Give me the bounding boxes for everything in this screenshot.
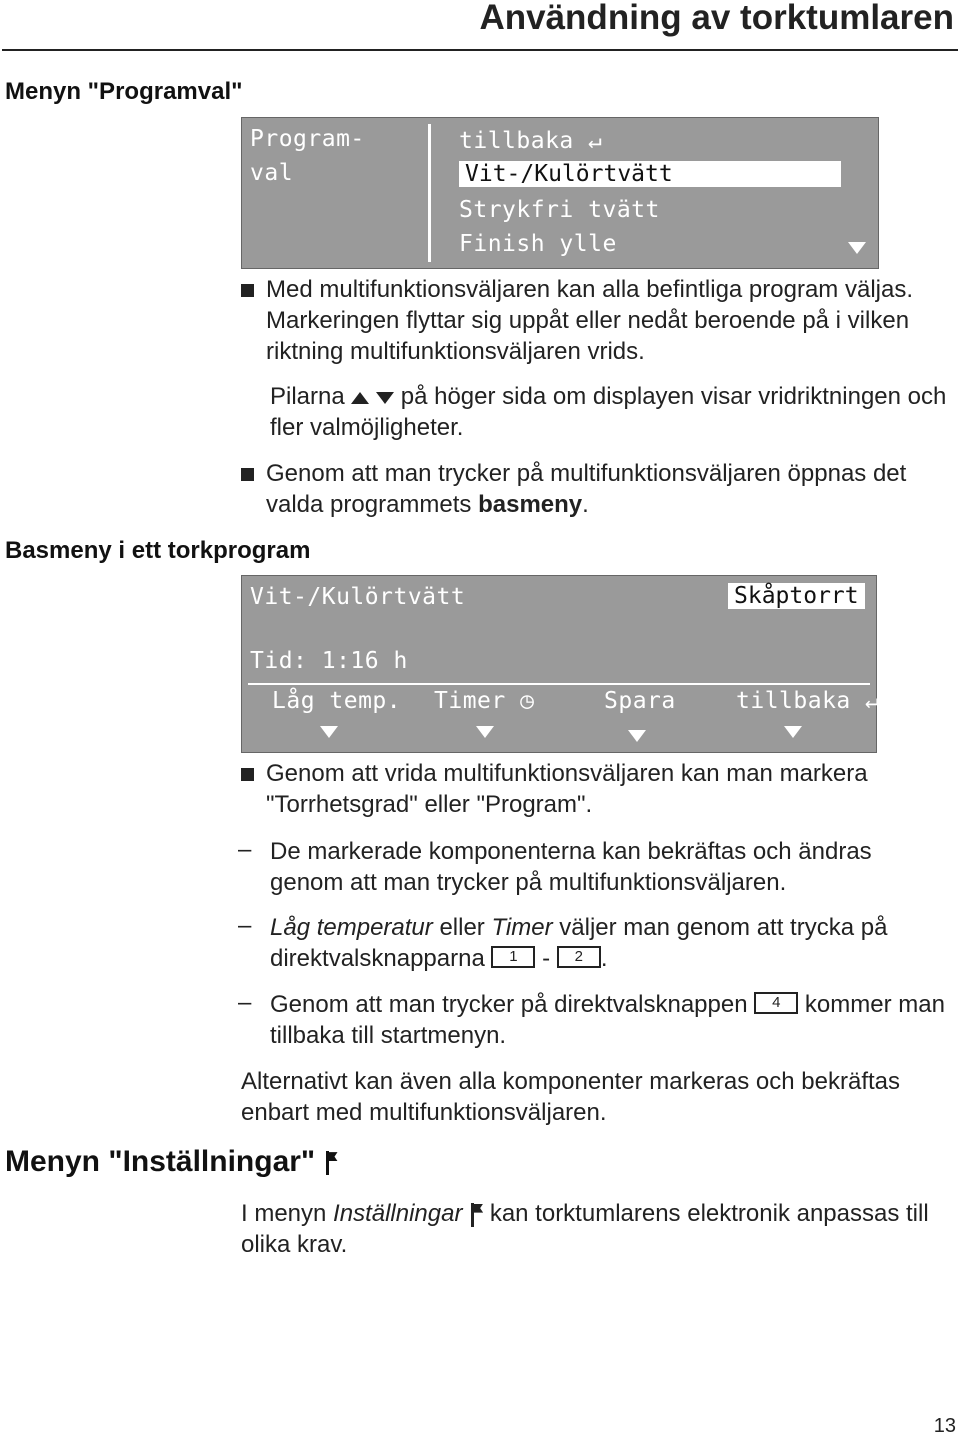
bullet-square-icon (241, 284, 254, 297)
bullet2-pre: Genom att man trycker på multifunktionsväljaren öppnas det valda programmets (266, 460, 907, 518)
display-label-line1: Program- (250, 126, 365, 152)
key-2-icon: 2 (557, 946, 601, 968)
display-option-lagtemp: Låg temp. (272, 688, 402, 714)
dash2-italic1: Låg temperatur (270, 914, 433, 941)
return-arrow-icon: ↵ (865, 688, 880, 714)
display-option-timer-label: Timer (434, 688, 506, 714)
arrow-up-icon (351, 392, 369, 404)
display-programval (241, 117, 879, 269)
dash3-pre: Genom att man trycker på direktvalsknappen (270, 991, 748, 1018)
dash2-italic2: Timer (491, 914, 553, 941)
option-arrow-icon (476, 726, 494, 738)
option-arrow-icon (320, 726, 338, 738)
display-divider (428, 124, 431, 262)
dash1-text: De markerade komponenterna kan bekräftas och ändras genom att man trycker på multifunktionsväljaren. (270, 838, 872, 896)
bullet2-bold: basmeny (478, 491, 583, 518)
installningar-post: kan torktumlarens elektronik anpassas till olika krav. (241, 1200, 929, 1258)
heading-installningar (5, 1145, 338, 1179)
flag-icon (469, 1203, 483, 1227)
dash-marker: – (238, 912, 252, 939)
display-label-line2: val (250, 160, 294, 186)
header-rule (2, 49, 958, 51)
bullet2-text (266, 458, 946, 520)
heading-installningar-label: Menyn "Inställningar" (5, 1145, 316, 1178)
return-arrow-icon: ↵ (588, 128, 603, 154)
display-option-tillbaka (736, 688, 880, 714)
display-dryness-selected: Skåptorrt (728, 583, 865, 609)
display-basmeny (241, 575, 880, 753)
arrow-down-icon (376, 392, 394, 404)
display-rule (248, 683, 870, 685)
page-number: 13 (933, 1415, 956, 1437)
flag-icon (324, 1151, 338, 1175)
display-item-tillbaka (459, 128, 603, 154)
bullet2-post: . (582, 491, 589, 518)
display-program-name: Vit-/Kulörtvätt (250, 584, 466, 610)
option-arrow-icon (628, 730, 646, 742)
key-separator: - (542, 945, 551, 972)
installningar-text (241, 1198, 957, 1260)
display-option-timer (434, 688, 534, 714)
heading-programval: Menyn "Programval" (5, 78, 243, 105)
dash-marker: – (238, 989, 252, 1016)
dash-marker: – (238, 836, 252, 863)
arrows-note-pre: Pilarna (270, 383, 345, 410)
alternative-text: Alternativt kan även alla komponenter markeras och bekräftas enbart med multifunktionsväljaren. (241, 1068, 901, 1126)
installningar-italic: Inställningar (333, 1200, 463, 1227)
display-item-finish: Finish ylle (459, 231, 617, 257)
option-arrow-icon (784, 726, 802, 738)
bullet1-text: Med multifunktionsväljaren kan alla befintliga program väljas. Markeringen flyttar sig uppåt eller nedåt beroende på i vilken riktning multifunktionsväljaren vrids. (266, 276, 913, 365)
display-option-spara: Spara (604, 688, 676, 714)
dash2-post: väljer man genom att trycka på direktvalsknapparna (270, 914, 888, 972)
display-time: Tid: 1:16 h (250, 648, 408, 674)
bullet-square-icon (241, 468, 254, 481)
display-option-tillbaka-label: tillbaka (736, 688, 851, 714)
key-1-icon: 1 (491, 946, 535, 968)
arrows-note (270, 381, 950, 443)
clock-icon: ◷ (520, 688, 535, 714)
display-item-selected: Vit-/Kulörtvätt (459, 161, 841, 187)
dash3-text (270, 989, 956, 1051)
bullet3-text: Genom att vrida multifunktionsväljaren kan man markera "Torrhetsgrad" eller "Program". (266, 760, 868, 818)
scroll-down-icon (848, 242, 866, 254)
dash2-text: Låg temperatur eller Timer väljer man genom att trycka på direktvalsknapparna 1 - 2 . (270, 914, 888, 972)
dash2-mid: eller (439, 914, 485, 941)
arrows-note-post: på höger sida om displayen visar vridriktningen och fler valmöjligheter. (270, 383, 947, 441)
dash3-post: kommer man tillbaka till startmenyn. (270, 991, 945, 1049)
page-header-title: Användning av torktumlaren (479, 0, 954, 37)
display-item-strykfri: Strykfri tvätt (459, 197, 660, 223)
bullet-square-icon (241, 768, 254, 781)
heading-basmeny: Basmeny i ett torkprogram (5, 537, 311, 564)
display-item-tillbaka-label: tillbaka (459, 128, 574, 154)
installningar-pre: I menyn (241, 1200, 327, 1227)
key-4-icon: 4 (754, 992, 798, 1014)
